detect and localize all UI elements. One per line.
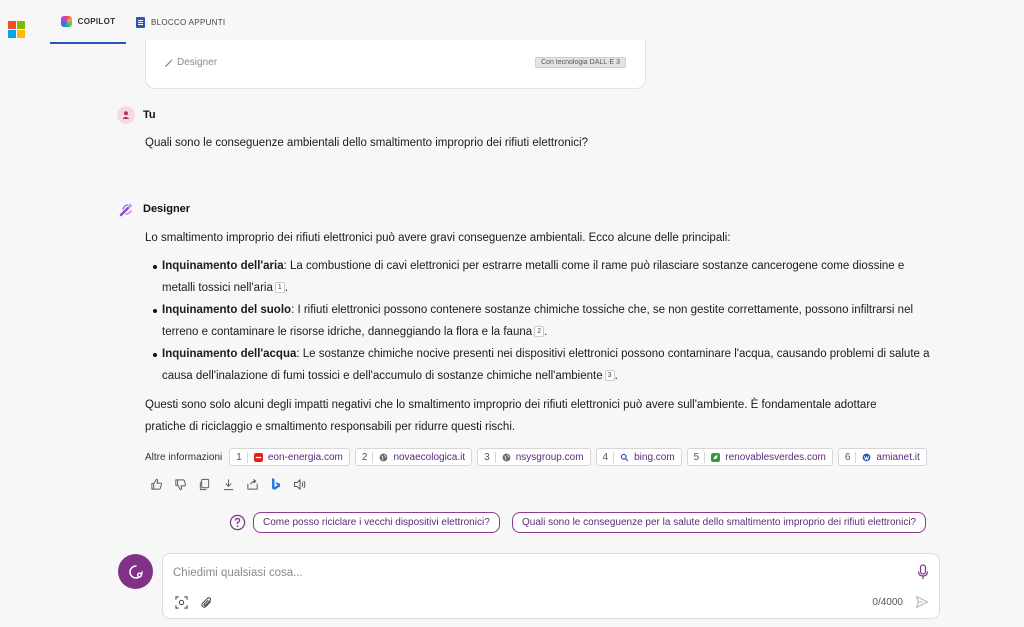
citation-marker[interactable]: 2 — [534, 326, 544, 337]
notebook-icon — [136, 17, 145, 28]
source-number: 2 — [362, 452, 374, 463]
response-intro: Lo smaltimento improprio dei rifiuti elettronici può avere gravi conseguenze ambientali. Ecco alcune delle principali: — [145, 232, 731, 244]
source-name: eon-energia.com — [267, 451, 343, 463]
bullet-item: Inquinamento del suolo: I rifiuti elettronici possono contenere sostanze chimiche tossiche che, se non gestite correttamente, possono infiltrarsi nel terreno e contaminare le risorse idriche, danneggiando la flora e la fauna 2 . — [152, 299, 952, 343]
copy-icon[interactable] — [196, 476, 212, 492]
source-number: 4 — [603, 452, 615, 463]
source-link-3[interactable] — [477, 448, 590, 466]
chat-input[interactable] — [173, 562, 903, 584]
source-link-6[interactable] — [838, 448, 927, 466]
user-speaker-name: Tu — [143, 109, 156, 121]
source-number: 5 — [694, 452, 706, 463]
previous-card-label: Designer — [177, 57, 218, 68]
microsoft-logo-icon[interactable] — [8, 21, 26, 39]
source-link-4[interactable] — [596, 448, 682, 466]
globe-icon — [502, 453, 511, 462]
chat-composer — [162, 553, 940, 619]
character-counter: 0/4000 — [872, 597, 903, 608]
tab-copilot-label: COPILOT — [77, 16, 116, 26]
bullet-title: Inquinamento dell'acqua — [162, 348, 297, 360]
bullet-text-cont: terreno e contaminare le risorse idriche, danneggiando la flora e la fauna — [162, 326, 533, 338]
help-question-icon[interactable] — [229, 514, 246, 531]
response-outro-line: pratiche di riciclaggio e smaltimento responsabili per ridurre questi rischi. — [145, 421, 516, 433]
designer-wand-icon — [165, 59, 173, 67]
new-topic-icon — [127, 563, 145, 581]
source-name: novaecologica.it — [393, 451, 466, 463]
attach-icon[interactable] — [198, 594, 214, 610]
suggestion-chip-2[interactable]: Quali sono le conseguenze per la salute dello smaltimento improprio dei rifiuti elettronici? — [512, 512, 926, 533]
source-name: bing.com — [634, 451, 675, 463]
source-name: renovablesverdes.com — [725, 451, 826, 463]
source-link-5[interactable] — [687, 448, 833, 466]
tab-copilot[interactable] — [50, 0, 126, 44]
bullet-item: Inquinamento dell'acqua: Le sostanze chimiche nocive presenti nei dispositivi elettronici possono contaminare l'acqua, causando problemi di salute a causa dell'inalazione di fumi tossici e dell'accumulo di sostanze chimiche nell'ambiente 3 . — [152, 343, 952, 387]
user-speaker — [117, 106, 156, 124]
source-link-2[interactable] — [355, 448, 472, 466]
user-avatar-icon — [117, 106, 135, 124]
leaf-favicon-icon — [711, 453, 720, 462]
tab-notebook[interactable] — [136, 0, 226, 44]
designer-speaker-name: Designer — [143, 203, 191, 215]
suggestion-chip-1[interactable]: Come posso riciclare i vecchi dispositivi elettronici? — [253, 512, 500, 533]
response-outro — [145, 394, 877, 438]
bullet-text: : La combustione di cavi elettronici per estrarre metalli come il rame può rilasciare sostanze cancerogene come diossine e — [283, 260, 905, 272]
bullet-text: : Le sostanze chimiche nocive presenti nei dispositivi elettronici possono contaminare l'acqua, causando problemi di salute a — [296, 348, 930, 360]
send-icon[interactable] — [915, 595, 929, 609]
eon-favicon-icon — [254, 453, 263, 462]
sources-label: Altre informazioni — [145, 451, 223, 463]
designer-avatar-icon — [117, 200, 135, 218]
visual-search-icon[interactable] — [173, 594, 189, 610]
microphone-icon[interactable] — [917, 564, 929, 580]
wordpress-icon — [862, 453, 871, 462]
previous-response-card — [145, 40, 646, 89]
thumbs-down-icon[interactable] — [172, 476, 188, 492]
user-message-text: Quali sono le conseguenze ambientali dello smaltimento improprio dei rifiuti elettronici? — [145, 137, 588, 149]
bullet-text-cont: causa dell'inalazione di fumi tossici e dell'accumulo di sostanze chimiche nell'ambiente — [162, 370, 603, 382]
download-icon[interactable] — [220, 476, 236, 492]
previous-card-footer — [165, 57, 217, 68]
response-actions — [148, 476, 308, 492]
bullet-text: : I rifiuti elettronici possono contenere sostanze chimiche tossiche che, se non gestite correttamente, possono infiltrarsi nel — [291, 304, 914, 316]
search-icon — [620, 453, 629, 462]
source-link-1[interactable] — [229, 448, 350, 466]
thumbs-up-icon[interactable] — [148, 476, 164, 492]
source-number: 1 — [236, 452, 248, 463]
bullet-item: Inquinamento dell'aria: La combustione di cavi elettronici per estrarre metalli come il rame può rilasciare sostanze cancerogene come diossine e metalli tossici nell'aria 1 . — [152, 255, 952, 299]
response-outro-line: Questi sono solo alcuni degli impatti negativi che lo smaltimento improprio dei rifiuti elettronici può avere sull'ambiente. È fondamentale adottare — [145, 399, 877, 411]
source-number: 3 — [484, 452, 496, 463]
source-name: nsysgroup.com — [515, 451, 584, 463]
copilot-icon — [61, 16, 72, 27]
bullet-title: Inquinamento dell'aria — [162, 260, 284, 272]
bullet-text-cont: metalli tossici nell'aria — [162, 282, 273, 294]
dalle-badge: Con tecnologia DALL·E 3 — [535, 57, 626, 68]
bullet-title: Inquinamento del suolo — [162, 304, 292, 316]
citation-marker[interactable]: 1 — [275, 282, 285, 293]
designer-speaker — [117, 200, 190, 218]
source-number: 6 — [845, 452, 857, 463]
globe-icon — [379, 453, 388, 462]
bing-icon[interactable] — [268, 476, 284, 492]
tab-notebook-label: BLOCCO APPUNTI — [151, 17, 226, 27]
share-icon[interactable] — [244, 476, 260, 492]
read-aloud-icon[interactable] — [292, 476, 308, 492]
source-name: amianet.it — [876, 451, 920, 463]
new-topic-button[interactable] — [118, 554, 153, 589]
citation-marker[interactable]: 3 — [605, 370, 615, 381]
response-bullet-list — [152, 255, 952, 387]
source-links — [145, 447, 927, 467]
